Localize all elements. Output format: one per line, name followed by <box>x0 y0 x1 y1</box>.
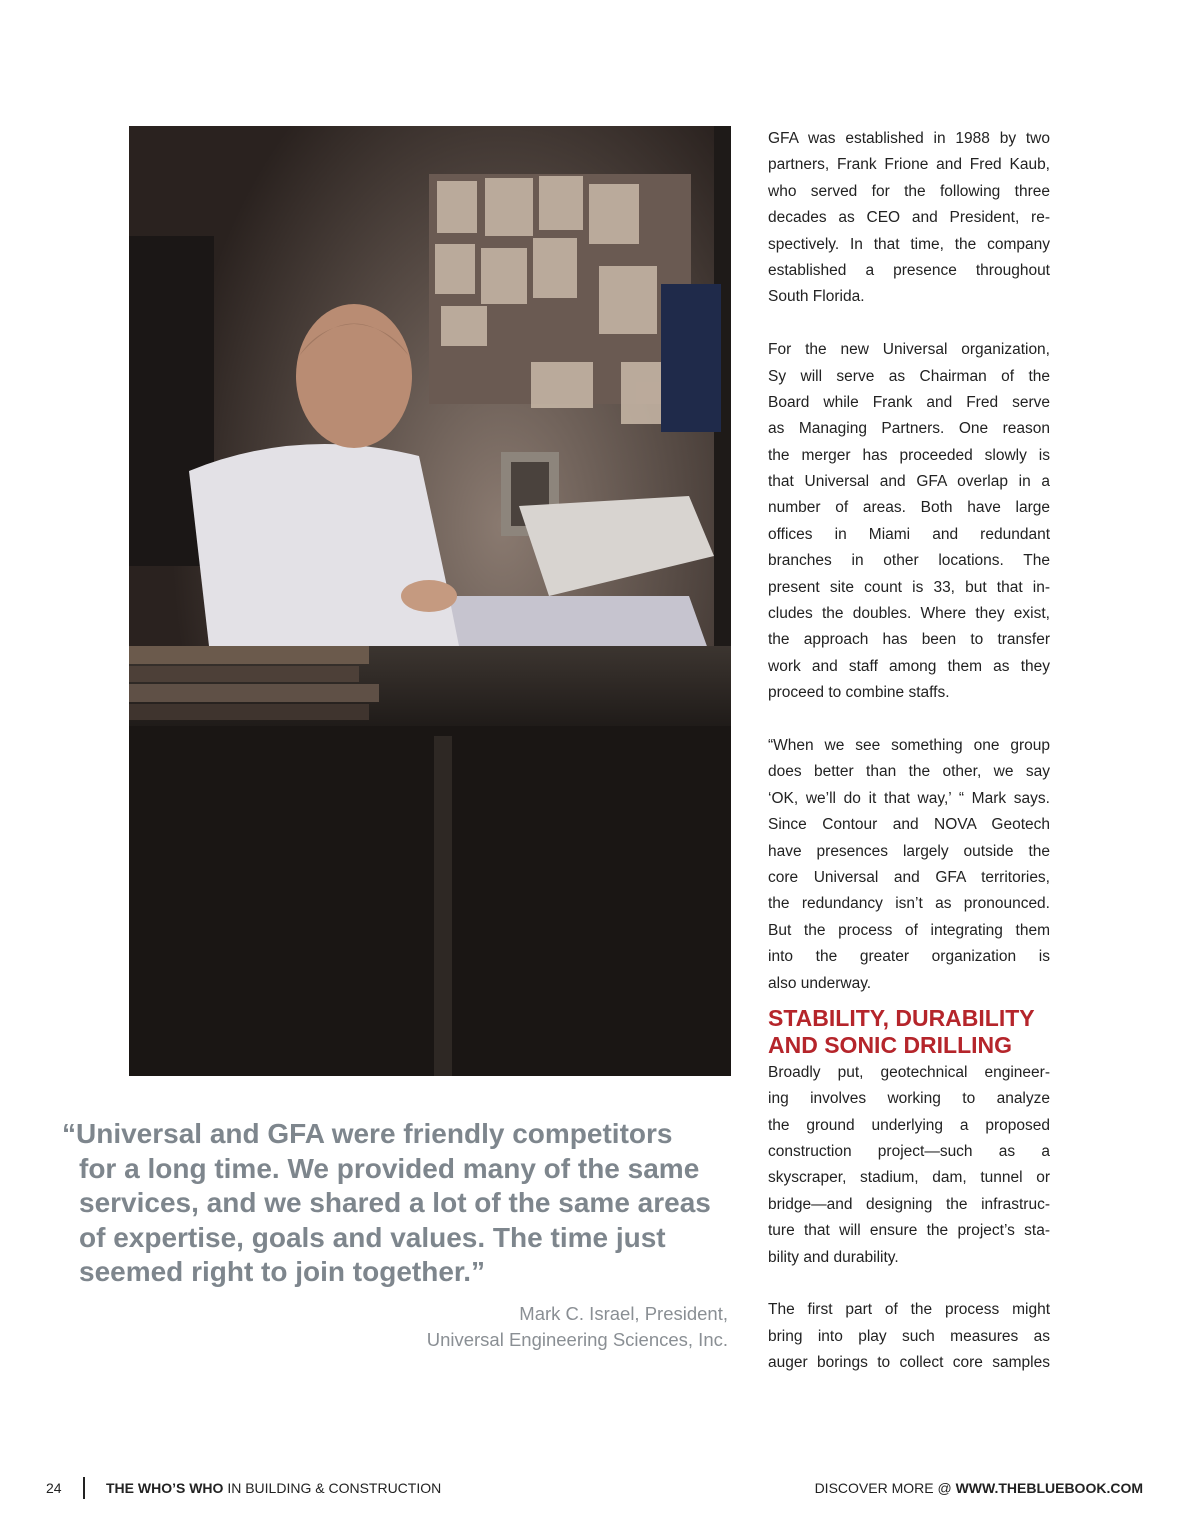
text-line: who served for the following three <box>768 182 1050 200</box>
text-line: spectively. In that time, the company <box>768 235 1050 253</box>
pull-quote <box>62 1117 742 1290</box>
page-number: 24 <box>46 1480 62 1496</box>
article-column <box>768 126 1050 1377</box>
text-line: have presences largely outside the <box>768 842 1050 860</box>
text-line: does better than the other, we say <box>768 763 1050 781</box>
paragraph-3 <box>768 733 1050 997</box>
publication-name-bold: THE WHO’S WHO <box>106 1480 224 1496</box>
publication-name <box>106 1480 441 1496</box>
text-line: established a presence throughout <box>768 261 1050 279</box>
text-line: Sy will serve as Chairman of the <box>768 367 1050 385</box>
heading-line: STABILITY, DURABILITY <box>768 1004 1035 1031</box>
text-line: core Universal and GFA territories, <box>768 868 1050 886</box>
text-line: But the process of integrating them <box>768 921 1050 939</box>
text-line: South Florida. <box>768 288 865 306</box>
text-line: auger borings to collect core samples <box>768 1354 1050 1372</box>
text-line: proceed to combine staffs. <box>768 684 950 702</box>
discover-more <box>815 1480 1143 1496</box>
text-line: also underway. <box>768 974 872 992</box>
footer-divider <box>83 1477 85 1499</box>
section-heading <box>768 1005 1050 1060</box>
text-line: the redundancy isn’t as pronounced. <box>768 895 1050 913</box>
website-link[interactable]: WWW.THEBLUEBOOK.COM <box>955 1480 1143 1496</box>
paragraph-1 <box>768 126 1050 311</box>
paragraph-2 <box>768 337 1050 706</box>
text-line: offices in Miami and redundant <box>768 525 1050 543</box>
pull-quote-line: services, and we shared a lot of the same areas <box>79 1187 711 1218</box>
text-line: ture that will ensure the project’s sta- <box>768 1222 1050 1240</box>
text-line: skyscraper, stadium, dam, tunnel or <box>768 1169 1050 1187</box>
text-line: the ground underlying a proposed <box>768 1116 1050 1134</box>
text-line: as Managing Partners. One reason <box>768 420 1050 438</box>
text-line: The first part of the process might <box>768 1301 1050 1319</box>
discover-prefix: DISCOVER MORE @ <box>814 1480 956 1496</box>
pull-quote-line: seemed right to join together.” <box>79 1256 486 1287</box>
text-line: the approach has been to transfer <box>768 631 1050 649</box>
pull-quote-line: of expertise, goals and values. The time just <box>79 1221 666 1253</box>
text-line: bring into play such measures as <box>768 1327 1050 1345</box>
attribution-line: Mark C. Israel, President, <box>519 1303 728 1324</box>
text-line: Since Contour and NOVA Geotech <box>768 816 1050 834</box>
quote-attribution <box>427 1301 728 1353</box>
text-line: construction project—such as a <box>768 1143 1050 1161</box>
paragraph-5 <box>768 1297 1050 1376</box>
attribution-line: Universal Engineering Sciences, Inc. <box>426 1329 728 1350</box>
text-line: that Universal and GFA overlap in a <box>768 473 1050 491</box>
text-line: ing involves working to analyze <box>768 1090 1050 1108</box>
text-line: branches in other locations. The <box>768 552 1050 570</box>
text-line: decades as CEO and President, re- <box>768 209 1050 227</box>
text-line: ‘OK, we’ll do it that way,’ “ Mark says. <box>768 789 1050 807</box>
text-line: cludes the doubles. Where they exist, <box>768 605 1050 623</box>
heading-line: AND SONIC DRILLING <box>768 1032 1013 1059</box>
text-line: work and staff among them as they <box>768 657 1050 675</box>
pull-quote-line: for a long time. We provided many of the same <box>79 1152 700 1184</box>
text-line: For the new Universal organization, <box>768 341 1050 359</box>
text-line: partners, Frank Frione and Fred Kaub, <box>768 156 1050 174</box>
text-line: GFA was established in 1988 by two <box>768 130 1050 147</box>
text-line: bility and durability. <box>768 1248 899 1266</box>
publication-name-rest: IN BUILDING & CONSTRUCTION <box>223 1480 442 1496</box>
text-line: Board while Frank and Fred serve <box>768 393 1050 411</box>
paragraph-4 <box>768 1060 1050 1271</box>
text-line: “When we see something one group <box>768 736 1050 754</box>
pull-quote-line: “Universal and GFA were friendly competitors <box>62 1118 673 1149</box>
text-line: bridge—and designing the infrastruc- <box>768 1195 1050 1213</box>
text-line: number of areas. Both have large <box>768 499 1050 517</box>
text-line: present site count is 33, but that in- <box>768 578 1050 596</box>
text-line: into the greater organization is <box>768 948 1050 966</box>
text-line: Broadly put, geotechnical engineer- <box>768 1063 1050 1081</box>
feature-photo <box>129 126 731 1076</box>
photo-illustration <box>129 126 731 1076</box>
page-footer <box>0 1477 1200 1501</box>
text-line: the merger has proceeded slowly is <box>768 446 1050 464</box>
